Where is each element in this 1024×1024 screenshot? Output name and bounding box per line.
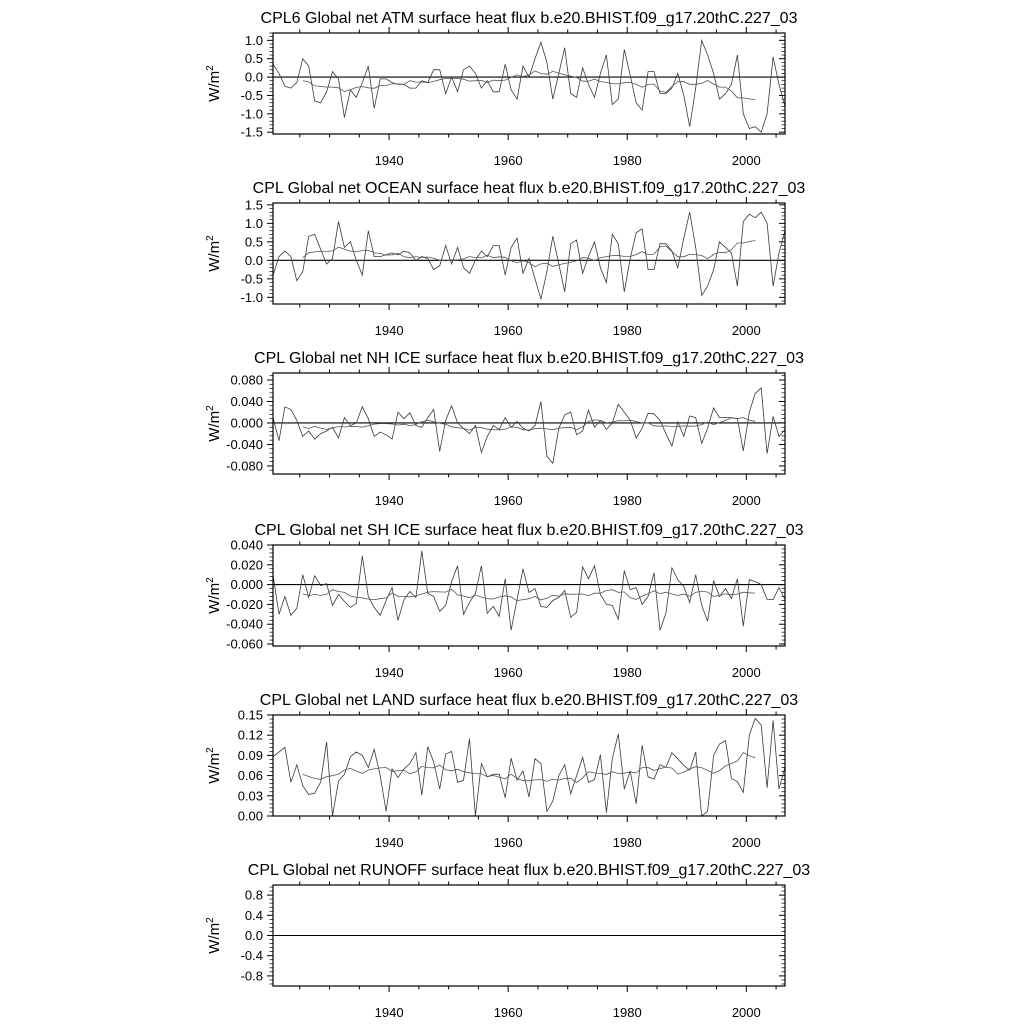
panel-title: CPL Global net LAND surface heat flux b.e20.BHIST.f09_g17.20thC.227_03 — [259, 692, 799, 709]
annual-series-line — [273, 718, 785, 816]
x-tick-label: 1980 — [612, 835, 642, 850]
y-tick-label: 0.0 — [244, 69, 263, 85]
y-tick-label: 0.5 — [244, 51, 263, 67]
y-tick-label: 1.0 — [244, 215, 263, 231]
y-axis-label-text: W/m — [206, 410, 223, 442]
x-tick-label: 1940 — [374, 493, 404, 508]
y-tick-label: 0.03 — [237, 788, 263, 804]
y-axis-label — [205, 65, 223, 102]
annual-series-line — [273, 388, 785, 463]
y-axis-label-superscript: 2 — [205, 65, 216, 71]
y-axis-label — [205, 577, 223, 614]
y-tick-label: -0.5 — [240, 87, 263, 103]
y-tick-label: 0.4 — [244, 907, 263, 923]
x-tick-label: 1980 — [612, 493, 642, 508]
y-tick-label: -1.0 — [240, 289, 263, 305]
y-tick-label: 1.0 — [244, 32, 263, 48]
y-tick-label: -1.5 — [240, 124, 263, 140]
y-tick-label: 0.000 — [230, 577, 263, 593]
x-tick-label: 1960 — [493, 493, 523, 508]
x-tick-label: 2000 — [731, 493, 761, 508]
x-tick-label: 1940 — [374, 665, 404, 680]
y-axis-label-superscript: 2 — [205, 405, 216, 411]
panel-title: CPL6 Global net ATM surface heat flux b.e20.BHIST.f09_g17.20thC.227_03 — [260, 10, 798, 27]
y-axis-label-superscript: 2 — [205, 917, 216, 923]
x-tick-label: 1960 — [493, 323, 523, 338]
panel-title: CPL Global net NH ICE surface heat flux b.e20.BHIST.f09_g17.20thC.227_03 — [254, 350, 804, 367]
y-tick-label: 0.15 — [237, 707, 263, 723]
annual-series-line — [273, 40, 785, 132]
panel-title: CPL Global net OCEAN surface heat flux b.e20.BHIST.f09_g17.20thC.227_03 — [252, 180, 806, 197]
x-tick-label: 2000 — [731, 835, 761, 850]
y-tick-label: -0.5 — [240, 271, 263, 287]
y-tick-label: 0.00 — [237, 808, 263, 824]
x-tick-label: 2000 — [731, 665, 761, 680]
x-tick-label: 2000 — [731, 153, 761, 168]
y-tick-label: 0.09 — [237, 747, 263, 763]
y-tick-label: -0.4 — [240, 948, 263, 964]
x-tick-label: 1980 — [612, 1005, 642, 1020]
panel-3 — [205, 350, 804, 508]
y-tick-label: -0.8 — [240, 968, 263, 984]
y-axis-label-text: W/m — [206, 240, 223, 272]
x-tick-label: 1960 — [493, 835, 523, 850]
x-tick-label: 2000 — [731, 1005, 761, 1020]
plot-frame — [273, 33, 785, 134]
x-tick-label: 1980 — [612, 665, 642, 680]
annual-series-line — [273, 551, 785, 630]
y-tick-label: -0.080 — [226, 458, 263, 474]
y-axis-label-text: W/m — [206, 582, 223, 614]
panel-title: CPL Global net RUNOFF surface heat flux b.e20.BHIST.f09_g17.20thC.227_03 — [247, 862, 811, 879]
y-tick-label: 0.000 — [230, 415, 263, 431]
panel-2 — [205, 180, 805, 338]
y-tick-label: 0.5 — [244, 234, 263, 250]
y-tick-label: 0.020 — [230, 557, 263, 573]
y-axis-label-text: W/m — [206, 752, 223, 784]
y-tick-label: 0.0 — [244, 928, 263, 943]
x-tick-label: 1940 — [374, 153, 404, 168]
y-axis-label-superscript: 2 — [205, 747, 216, 753]
plot-frame — [273, 715, 785, 816]
y-tick-label: 0.080 — [230, 372, 263, 388]
x-tick-label: 1960 — [493, 153, 523, 168]
running-mean-line — [303, 241, 755, 267]
y-tick-label: 0.06 — [237, 768, 263, 784]
annual-series-line — [273, 212, 785, 299]
y-axis-label — [205, 747, 223, 784]
y-axis-label-text: W/m — [206, 70, 223, 102]
x-tick-label: 1940 — [374, 1005, 404, 1020]
y-tick-label: 1.5 — [244, 197, 263, 213]
x-tick-label: 1960 — [493, 665, 523, 680]
y-tick-label: 0.12 — [237, 727, 263, 743]
y-tick-label: -0.040 — [226, 436, 263, 452]
y-tick-label: 0.0 — [244, 252, 263, 268]
x-tick-label: 2000 — [731, 323, 761, 338]
y-axis-label — [205, 405, 223, 442]
y-tick-label: -0.020 — [226, 596, 263, 612]
y-axis-label-superscript: 2 — [205, 235, 216, 241]
running-mean-line — [303, 753, 755, 783]
x-tick-label: 1980 — [612, 323, 642, 338]
x-tick-label: 1980 — [612, 153, 642, 168]
y-axis-label — [205, 235, 223, 272]
panel-5 — [205, 692, 798, 850]
panel-6 — [205, 862, 810, 1020]
y-tick-label: -1.0 — [240, 106, 263, 122]
x-tick-label: 1940 — [374, 835, 404, 850]
y-axis-label-superscript: 2 — [205, 577, 216, 583]
y-tick-label: 0.040 — [230, 537, 263, 553]
panel-1 — [205, 10, 798, 168]
y-axis-label-text: W/m — [206, 922, 223, 954]
x-tick-label: 1940 — [374, 323, 404, 338]
y-tick-label: 0.8 — [244, 887, 263, 903]
panel-title: CPL Global net SH ICE surface heat flux b.e20.BHIST.f09_g17.20thC.227_03 — [254, 522, 804, 539]
panel-4 — [205, 522, 804, 680]
y-axis-label — [205, 917, 223, 954]
y-tick-label: -0.040 — [226, 616, 263, 632]
x-tick-label: 1960 — [493, 1005, 523, 1020]
y-tick-label: -0.060 — [226, 636, 263, 652]
plot-frame — [273, 203, 785, 304]
y-tick-label: 0.040 — [230, 393, 263, 409]
